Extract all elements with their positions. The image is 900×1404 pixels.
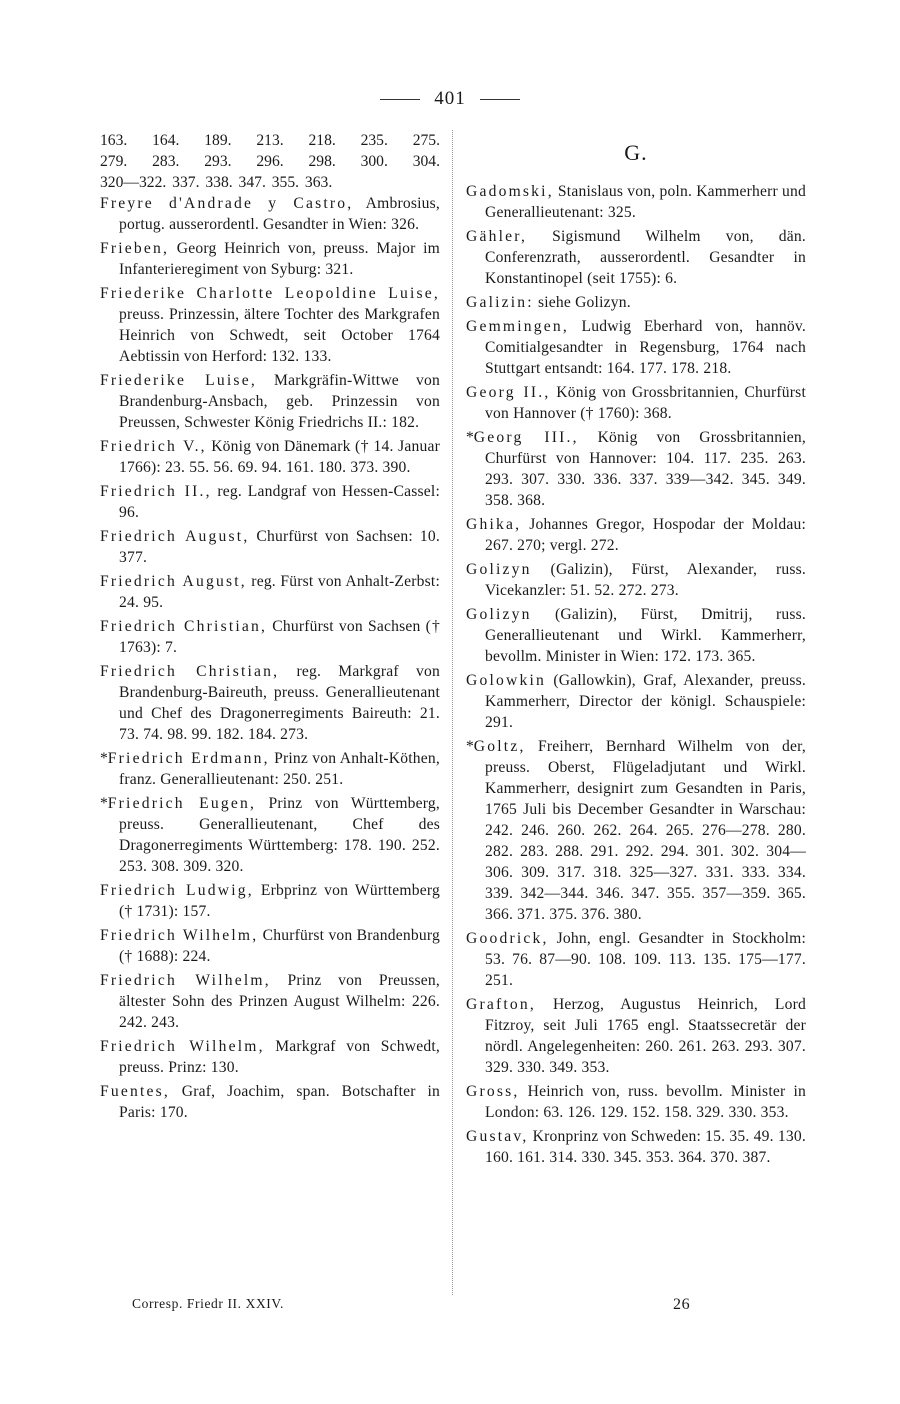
entry-name: Friederike Charlotte Leopoldine Luise, xyxy=(100,285,440,302)
header-rule-right xyxy=(480,99,520,100)
entry-text: Erbprinz von Württemberg († 1731): 157. xyxy=(119,882,440,920)
entry-text: (Galizin), Fürst, Alexander, russ. Vicekanzler: 51. 52. 272. 273. xyxy=(485,561,806,599)
entry-text: Prinz von Preussen, ältester Sohn des Prinzen August Wilhelm: 226. 242. 243. xyxy=(119,972,440,1031)
entry-text: John, engl. Gesandter in Stockholm: 53. 76. 87—90. 108. 109. 113. 135. 175—177. 251. xyxy=(485,930,806,989)
continuation-line: 279. 283. 293. 296. 298. 300. 304. xyxy=(100,153,440,170)
entry-name: Friedrich Ludwig, xyxy=(100,882,254,899)
entry-name: Fuentes, xyxy=(100,1083,171,1100)
index-entry xyxy=(466,670,806,733)
entry-name: Gustav, xyxy=(466,1128,529,1145)
index-entry xyxy=(100,616,440,658)
entry-text: König von Grossbritannien, Churfürst von Hannover († 1760): 368. xyxy=(485,384,806,422)
entry-name: Ghika, xyxy=(466,516,522,533)
entry-text: König von Grossbritannien, Churfürst von Hannover: 104. 117. 235. 263. 293. 307. 330. 336. 337. 339—342. 345. 349. 358. 368. xyxy=(485,429,806,509)
entry-text: Churfürst von Brandenburg († 1688): 224. xyxy=(119,927,441,965)
index-entry xyxy=(100,436,440,478)
continuation-line: 163. 164. 189. 213. 218. 235. 275. xyxy=(100,132,440,149)
entry-name: Gross, xyxy=(466,1083,520,1100)
entry-name: Gähler, xyxy=(466,228,528,245)
index-entry xyxy=(466,604,806,667)
footer-signature: 26 xyxy=(673,1296,691,1313)
index-entry xyxy=(466,559,806,601)
entry-name: Golizyn xyxy=(466,561,532,578)
index-entry xyxy=(466,382,806,424)
entry-name: Friedrich August, xyxy=(100,528,250,545)
index-entry xyxy=(100,748,440,790)
index-entry xyxy=(466,427,806,511)
entry-text: König von Dänemark († 14. Januar 1766): 23. 55. 56. 69. 94. 161. 180. 373. 390. xyxy=(119,438,440,476)
entry-text: reg. Fürst von Anhalt-Zerbst: 24. 95. xyxy=(119,573,440,611)
entry-name: Friedrich Eugen, xyxy=(107,795,257,812)
entry-marker: * xyxy=(100,750,108,767)
entry-text: Ambrosius, portug. ausserordentl. Gesandter in Wien: 326. xyxy=(119,195,440,233)
entry-text: (Gallowkin), Graf, Alexander, preuss. Kammerherr, Director der königl. Schauspiele: 291. xyxy=(485,672,806,731)
entry-name: Friedrich Wilhelm, xyxy=(100,972,271,989)
index-entry xyxy=(466,928,806,991)
entry-name: Friedrich Wilhelm, xyxy=(100,1038,265,1055)
entry-name: Gemmingen, xyxy=(466,318,569,335)
index-entry xyxy=(466,316,806,379)
index-entry xyxy=(100,661,440,745)
entry-name: Friedrich Wilhelm, xyxy=(100,927,259,944)
entry-text: Heinrich von, russ. bevollm. Minister in London: 63. 126. 129. 152. 158. 329. 330. 353. xyxy=(485,1083,806,1121)
index-entry xyxy=(100,283,440,367)
entry-name: Georg III., xyxy=(473,429,579,446)
index-entry xyxy=(466,292,806,313)
index-entry xyxy=(100,571,440,613)
entry-text: Herzog, Augustus Heinrich, Lord Fitzroy, seit Juli 1765 engl. Staatssecretär der nördl. Angelegenheiten: 260. 261. 263. 293. 307. 329. 330. 349. 353. xyxy=(485,996,806,1076)
index-entry xyxy=(100,481,440,523)
entry-name: Golizyn xyxy=(466,606,532,623)
index-entry xyxy=(466,226,806,289)
entry-text: Markgraf von Schwedt, preuss. Prinz: 130. xyxy=(119,1038,440,1076)
entry-text: Markgräfin-Wittwe von Brandenburg-Ansbach, geb. Prinzessin von Preussen, Schwester König Friedrichs II.: 182. xyxy=(119,372,440,431)
entry-text: Churfürst von Sachsen: 10. 377. xyxy=(119,528,440,566)
entry-name: Friedrich II., xyxy=(100,483,212,500)
entry-text: preuss. Prinzessin, ältere Tochter des Markgrafen Heinrich von Schwedt, seit October 1764 Aebtissin von Herford: 132. 133. xyxy=(119,306,440,365)
entry-name: Galizin: xyxy=(466,294,534,311)
entry-marker: * xyxy=(466,429,474,446)
entry-text: Churfürst von Sachsen († 1763): 7. xyxy=(119,618,440,656)
index-entry xyxy=(100,370,440,433)
entry-text: Sigismund Wilhelm von, dän. Conferenzrath, ausserordentl. Gesandter in Konstantinopel (seit 1755): 6. xyxy=(485,228,806,287)
entry-text: Freiherr, Bernhard Wilhelm von der, preuss. Oberst, Flügeladjutant und Wirkl. Kammerherr, designirt zum Gesandten in Paris, 1765 Juli bis December Gesandter in Warschau: 242. 246. 260. 262. 264. 265. 276—278. 280. 282. 283. 288. 291. 292. 294. 301. 302. 304—306. 309. 317. 318. 325—327. 331. 333. 334. 339. 342—344. 346. 347. 355. 357—359. 365. 366. 371. 375. 376. 380. xyxy=(485,738,806,923)
entry-name: Gadomski, xyxy=(466,183,554,200)
entry-name: Friedrich Christian, xyxy=(100,663,280,680)
entry-text: Prinz von Anhalt-Köthen, franz. Generallieutenant: 250. 251. xyxy=(119,750,440,788)
index-entry xyxy=(466,994,806,1078)
entry-text: Kronprinz von Schweden: 15. 35. 49. 130. 160. 161. 314. 330. 345. 353. 364. 370. 387. xyxy=(485,1128,806,1166)
index-entry xyxy=(466,181,806,223)
entry-text: siehe Golizyn. xyxy=(533,294,631,311)
entry-name: Friedrich V., xyxy=(100,438,207,455)
entry-text: Stanislaus von, poln. Kammerherr und Generallieutenant: 325. xyxy=(485,183,806,221)
entry-text: Prinz von Württemberg, preuss. Generallieutenant, Chef des Dragonerregiments Württemberg: 178. 190. 252. 253. 308. 309. 320. xyxy=(119,795,440,875)
page-header xyxy=(0,88,900,110)
page-number: 401 xyxy=(434,88,466,109)
right-column xyxy=(466,130,806,1171)
entry-name: Friedrich Erdmann, xyxy=(107,750,270,767)
entry-name: Friederike Luise, xyxy=(100,372,257,389)
entry-name: Frieben, xyxy=(100,240,170,257)
entry-text: reg. Landgraf von Hessen-Cassel: 96. xyxy=(119,483,440,521)
index-entry xyxy=(466,514,806,556)
entry-name: Goodrick, xyxy=(466,930,549,947)
index-entry xyxy=(466,736,806,925)
index-entry xyxy=(100,1036,440,1078)
continuation-line: 320—322. 337. 338. 347. 355. 363. xyxy=(100,174,333,191)
index-entry xyxy=(100,925,440,967)
left-entry-list xyxy=(100,193,440,1123)
index-entry xyxy=(100,526,440,568)
index-entry xyxy=(100,793,440,877)
index-entry xyxy=(100,193,440,235)
entry-name: Grafton, xyxy=(466,996,536,1013)
entry-name: Golowkin xyxy=(466,672,546,689)
entry-marker: * xyxy=(100,795,108,812)
entry-name: Georg II., xyxy=(466,384,551,401)
index-entry xyxy=(466,1126,806,1168)
column-divider xyxy=(452,130,453,1295)
entry-text: (Galizin), Fürst, Dmitrij, russ. Generallieutenant und Wirkl. Kammerherr, bevollm. Minister in Wien: 172. 173. 365. xyxy=(485,606,806,665)
entry-text: Ludwig Eberhard von, hannöv. Comitialgesandter in Regensburg, 1764 nach Stuttgart entsandt: 164. 177. 178. 218. xyxy=(485,318,806,377)
right-entry-list xyxy=(466,181,806,1168)
entry-name: Goltz, xyxy=(473,738,526,755)
entry-text: Georg Heinrich von, preuss. Major im Infanterieregiment von Syburg: 321. xyxy=(119,240,440,278)
index-entry xyxy=(100,1081,440,1123)
entry-name: Friedrich Christian, xyxy=(100,618,268,635)
index-entry xyxy=(100,238,440,280)
entry-text: Johannes Gregor, Hospodar der Moldau: 267. 270; vergl. 272. xyxy=(485,516,806,554)
entry-text: reg. Markgraf von Brandenburg-Baireuth, preuss. Generallieutenant und Chef des Dragonerregiments Baireuth: 21. 73. 74. 98. 99. 182. 184. 273. xyxy=(119,663,440,743)
entry-marker: * xyxy=(466,738,474,755)
entry-name: Friedrich August, xyxy=(100,573,247,590)
index-entry xyxy=(466,1081,806,1123)
entry-text: Graf, Joachim, span. Botschafter in Paris: 170. xyxy=(119,1083,440,1121)
footer-volume: Corresp. Friedr II. XXIV. xyxy=(132,1296,284,1311)
left-column xyxy=(100,130,440,1126)
index-entry xyxy=(100,970,440,1033)
entry-name: Freyre d'Andrade y Castro, xyxy=(100,195,354,212)
index-entry xyxy=(100,880,440,922)
header-rule-left xyxy=(380,99,420,100)
section-letter: G. xyxy=(624,140,648,165)
